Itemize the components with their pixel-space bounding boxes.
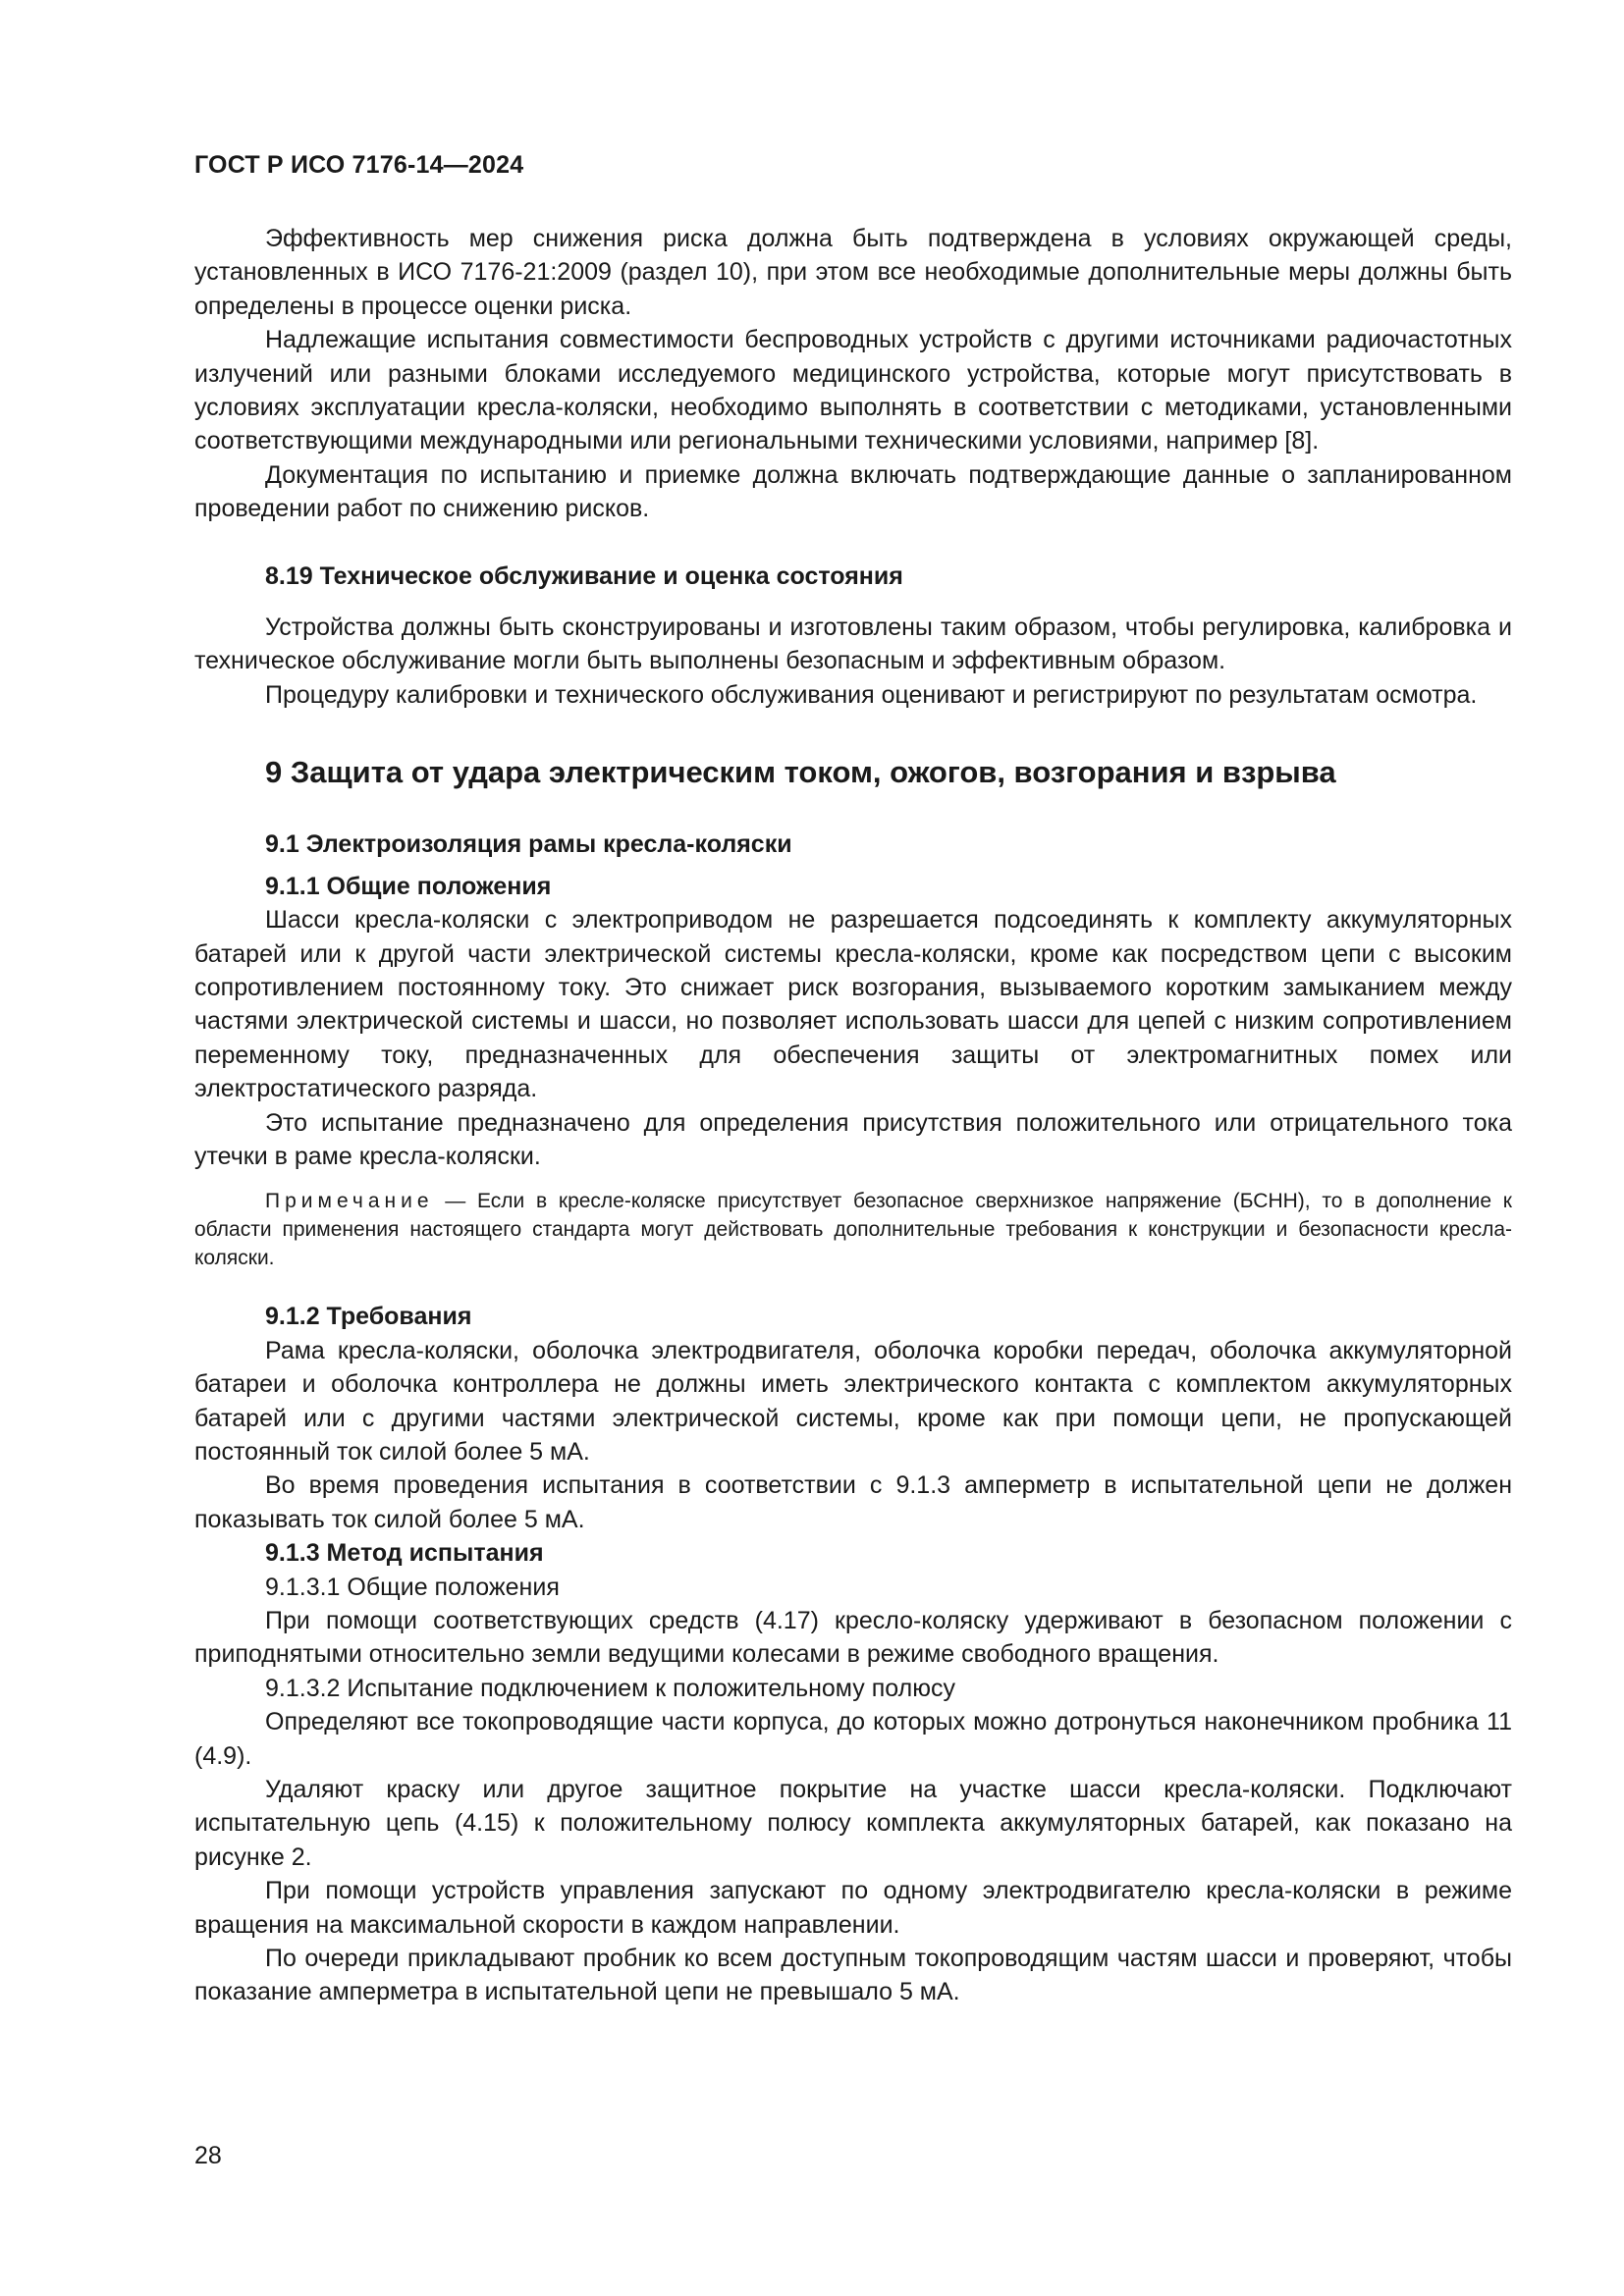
- paragraph: Во время проведения испытания в соответствии с 9.1.3 амперметр в испытательной цепи не должен показывать ток силой более 5 мА.: [194, 1471, 1512, 1533]
- paragraph: Удаляют краску или другое защитное покрытие на участке шасси кресла-коляски. Подключают испытательную цепь (4.15) к положительному полюсу комплекта аккумуляторных батарей, как показано на рисунке 2.: [194, 1776, 1512, 1871]
- paragraph: Шасси кресла-коляски с электроприводом не разрешается подсоединять к комплекту аккумуляторных батарей или к другой части электрической системы кресла-коляски, кроме как посредством цепи с высоким сопротивлением постоянному току. Это снижает риск возгорания, вызываемого коротким замыканием между частями электрической системы и шасси, но позволяет использовать шасси для цепей с низким сопротивлением переменному току, предназначенных для обеспечения защиты от электромагнитных помех или электростатического разряда.: [194, 906, 1512, 1103]
- chapter-heading-9: 9 Защита от удара электрическим током, ожогов, возгорания и взрыва: [265, 755, 1336, 790]
- paragraph: По очереди прикладывают пробник ко всем доступным токопроводящим частям шасси и проверяют, чтобы показание амперметра в испытательной цепи не превышало 5 мА.: [194, 1945, 1512, 2006]
- paragraph: Рама кресла-коляски, оболочка электродвигателя, оболочка коробки передач, оболочка аккумуляторной батареи и оболочка контроллера не должны иметь электрического контакта с комплектом аккумуляторных батарей или с другими частями электрической системы, кроме как при помощи цепи, не пропускающей постоянный ток силой более 5 мА.: [194, 1336, 1512, 1466]
- paragraph: Надлежащие испытания совместимости беспроводных устройств с другими источниками радиочастотных излучений или разными блоками исследуемого медицинского устройства, которые могут присутствовать в условиях эксплуатации кресла-коляски, необходимо выполнять в соответствии с методиками, установленными соответствующими международными или региональными техническими условиями, например [8].: [194, 326, 1512, 455]
- document-body: [194, 222, 1512, 2009]
- section-heading-8-19: 8.19 Техническое обслуживание и оценка состояния: [265, 561, 903, 590]
- note: [194, 1187, 1512, 1272]
- document-header-code: ГОСТ Р ИСО 7176-14—2024: [194, 151, 524, 179]
- document-page: [194, 0, 1512, 2296]
- subsection-heading-9-1-2: 9.1.2 Требования: [265, 1303, 472, 1331]
- paragraph: При помощи соответствующих средств (4.17) кресло-коляску удерживают в безопасном положении с приподнятыми относительно земли ведущими колесами в режиме свободного вращения.: [194, 1607, 1512, 1669]
- subsection-heading-9-1-3: 9.1.3 Метод испытания: [265, 1539, 544, 1568]
- paragraph: Процедуру калибровки и технического обслуживания оценивают и регистрируют по результатам осмотра.: [265, 680, 1478, 709]
- note-text: — Если в кресле-коляске присутствует безопасное сверхнизкое напряжение (БСНН), то в дополнение к области применения настоящего стандарта могут действовать дополнительные требования к конструкции и безопасности кресла-коляски.: [194, 1190, 1512, 1270]
- clause-9-1-3-2: 9.1.3.2 Испытание подключением к положительному полюсу: [265, 1674, 955, 1702]
- paragraph: Эффективность мер снижения риска должна быть подтверждена в условиях окружающей среды, установленных в ИСО 7176-21:2009 (раздел 10), при этом все необходимые дополнительные меры должны быть определены в процессе оценки риска.: [194, 225, 1512, 320]
- page-number: 28: [194, 2142, 222, 2169]
- paragraph: Устройства должны быть сконструированы и изготовлены таким образом, чтобы регулировка, калибровка и техническое обслуживание могли быть выполнены безопасным и эффективным образом.: [194, 614, 1512, 675]
- section-heading-9-1: 9.1 Электроизоляция рамы кресла-коляски: [265, 830, 792, 859]
- paragraph: Документация по испытанию и приемке должна включать подтверждающие данные о запланированном проведении работ по снижению рисков.: [194, 460, 1512, 523]
- note-label: Примечание: [265, 1190, 434, 1213]
- paragraph: Это испытание предназначено для определения присутствия положительного или отрицательного тока утечки в раме кресла-коляски.: [194, 1108, 1512, 1170]
- paragraph: Определяют все токопроводящие части корпуса, до которых можно дотронуться наконечником пробника 11 (4.9).: [194, 1708, 1512, 1770]
- clause-9-1-3-1: 9.1.3.1 Общие положения: [265, 1573, 560, 1601]
- subsection-heading-9-1-1: 9.1.1 Общие положения: [265, 872, 552, 900]
- paragraph: При помощи устройств управления запускают по одному электродвигателю кресла-коляски в режиме вращения на максимальной скорости в каждом направлении.: [194, 1877, 1512, 1939]
